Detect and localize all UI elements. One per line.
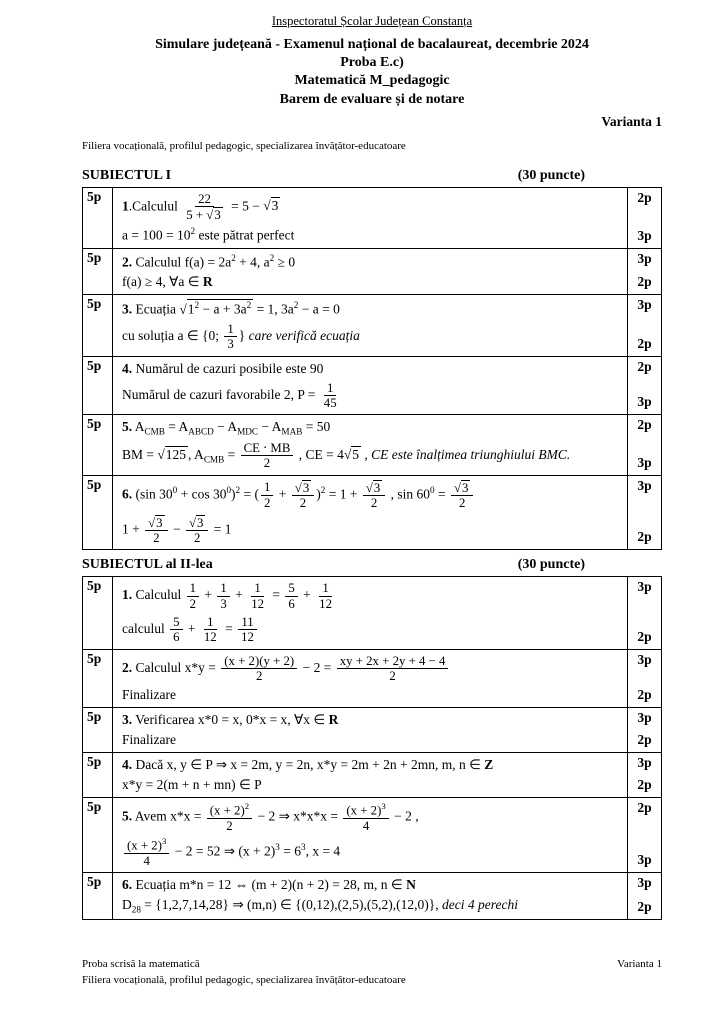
footer-variant: Varianta 1 [617, 958, 662, 971]
sqrt-radical: √3 [148, 515, 163, 530]
row-line-points [628, 873, 662, 920]
solution-line: BM = √125 , $A_{CMB}$ = $\frac{CE \cdot MB}{2}$ , CE = 4√5 , CE este înalțimea triunghiului BMC. [122, 441, 571, 471]
solution-line: 5. $A_{CMB} = A_{ABCD} - A_{MDC} - A_{MAB} = 50$ [122, 419, 331, 438]
line-points: 3p [637, 297, 652, 313]
solution-line: $\frac{(x + 2)^3}{4}$ − 2 = 52 ⇒ $(x + 2)^3 = 6^3$, x = 4 [122, 835, 621, 870]
row-total-points: 5p [83, 577, 113, 649]
line-points: 2p [637, 687, 652, 703]
line-points: 2p [637, 335, 652, 351]
row-total-points: 5p [83, 753, 113, 798]
section-2-heading [82, 557, 662, 573]
sqrt-radical: √5 [343, 447, 360, 463]
filiera-note: Filiera vocațională, profilul pedagogic, specializarea învățător-educatoare [82, 139, 406, 152]
barem-row [83, 188, 662, 249]
barem-row [83, 577, 662, 649]
barem-label: Barem de evaluare și de notare [279, 91, 465, 107]
line-points: 2p [637, 628, 652, 644]
barem-row [83, 357, 662, 416]
row-total-points: 5p [83, 357, 113, 416]
barem-row [83, 476, 662, 550]
solution-line: 5. Avem x*x = $\frac{(x + 2)^2}{2}$ − 2 ⇒ x*x*x = $\frac{(x + 2)^3}{4}$ − 2 , [122, 801, 419, 834]
solution-line: $D_{28} = \{1,2,7,14,28\}$ ⇒ (m,n) ∈ {(0,12),(2,5),(5,2),(12,0)}, deci 4 perechi [122, 897, 518, 916]
sqrt-radical: √3 [263, 198, 279, 214]
row-total-points: 5p [83, 873, 113, 920]
line-points: 3p [637, 394, 652, 410]
sqrt-radical: √3 [454, 480, 469, 495]
section-2-title: SUBIECTUL al II-lea [82, 557, 213, 573]
exam-title: Simulare județeană - Examenul național de bacalaureat, decembrie 2024 [155, 37, 589, 52]
solution-line: cu soluția a ∈ {0; $\frac{1}{3}$ } care verifică ecuația [122, 321, 360, 352]
footer-proba: Proba scrisă la matematică [82, 958, 200, 971]
line-points: 3p [637, 454, 652, 470]
line-points: 2p [637, 189, 652, 205]
proba-label: Proba E.c) [340, 55, 404, 71]
line-points: 3p [637, 250, 652, 266]
solution-line: 3. Ecuația $√1^2 - a + 3a^2 = 1$, $3a^2 - a = 0$ [122, 300, 340, 317]
barem-row [83, 249, 662, 296]
sqrt-radical: √3 [188, 515, 204, 530]
document-header [82, 14, 662, 152]
line-points: 3p [637, 852, 652, 868]
row-line-points [628, 357, 662, 416]
row-total-points: 5p [83, 708, 113, 753]
barem-row [83, 753, 662, 798]
section-1-title: SUBIECTUL I [82, 167, 172, 183]
row-total-points: 5p [83, 415, 113, 475]
row-solution [113, 798, 628, 873]
section-1-points: (30 puncte) [517, 167, 585, 183]
row-total-points: 5p [83, 476, 113, 550]
line-points: 3p [637, 477, 652, 493]
row-solution [113, 753, 628, 798]
row-solution [113, 188, 628, 249]
solution-line: x*y = 2(m + n + mn) ∈ P [122, 777, 262, 793]
solution-line: 1. Calculul $\frac{1}{2}$ + $\frac{1}{3}$ + $\frac{1}{12}$ = $\frac{5}{6}$ + $\frac{1}{12}$ [122, 581, 332, 611]
row-solution [113, 476, 628, 550]
inspectorate-name: Inspectoratul Școlar Județean Constanța [271, 14, 473, 28]
line-points: 3p [637, 651, 652, 667]
row-solution [113, 357, 628, 416]
line-points: 2p [637, 529, 652, 545]
row-solution [113, 295, 628, 356]
line-points: 2p [637, 417, 652, 433]
line-points: 2p [637, 800, 652, 816]
variant-label: Varianta 1 [601, 113, 662, 129]
sqrt-radical: √3 [365, 480, 381, 495]
barem-row [83, 650, 662, 709]
row-line-points [628, 295, 662, 356]
row-solution [113, 873, 628, 920]
solution-line: 1.Calculul $\frac{22}{5 + √3}$ = 5 − √3 [122, 191, 279, 223]
solution-line: 3. Verificarea x*0 = x, 0*x = x, ∀x ∈ R [122, 712, 339, 728]
row-solution [113, 249, 628, 296]
section-1-heading [82, 168, 662, 184]
solution-line: 1 + $\frac{√3}{2}$ − $\frac{√3}{2}$ = 1 [122, 515, 232, 545]
row-line-points [628, 650, 662, 709]
row-solution [113, 708, 628, 753]
line-points: 3p [637, 579, 652, 595]
row-solution [113, 415, 628, 475]
row-line-points [628, 577, 662, 649]
subject-label: Matematică M_pedagogic [294, 73, 450, 89]
sqrt-radical: √3 [206, 208, 221, 223]
solution-line: 4. Numărul de cazuri posibile este 90 [122, 360, 324, 376]
row-total-points: 5p [83, 188, 113, 249]
solution-line: 2. Calculul x*y = $\frac{(x + 2)(y + 2)}{2}$ − 2 = $\frac{xy + 2x + 2y + 4 - 4}{2}$ [122, 652, 621, 686]
line-points: 2p [637, 358, 652, 374]
sqrt-radical: √125 [157, 447, 187, 463]
row-line-points [628, 708, 662, 753]
sqrt-radical: $√1^2 - a + 3a^2$ [179, 300, 252, 317]
document-footer [82, 957, 662, 988]
solution-line: 2. Calculul $f(a) = 2a^2 + 4$, $a^2 \ge 0$ [122, 252, 296, 270]
row-line-points [628, 753, 662, 798]
solution-line: Finalizare [122, 732, 176, 748]
barem-row [83, 873, 662, 920]
row-solution [113, 577, 628, 649]
row-total-points: 5p [83, 295, 113, 356]
line-points: 2p [637, 274, 652, 290]
row-line-points [628, 415, 662, 475]
row-line-points [628, 188, 662, 249]
footer-filiera: Filiera vocațională, profilul pedagogic, specializarea învățător-educatoare [82, 973, 406, 986]
solution-line: $a = 100 = 10^2$ este pătrat perfect [122, 226, 295, 243]
line-points: 2p [637, 777, 652, 793]
barem-row [83, 295, 662, 356]
row-line-points [628, 249, 662, 296]
barem-row [83, 708, 662, 753]
line-points: 3p [637, 755, 652, 771]
line-points: 2p [637, 899, 652, 915]
solution-line: 4. Dacă x, y ∈ P ⇒ x = 2m, y = 2n, x*y = 2m + 2n + 2mn, m, n ∈ Z [122, 757, 494, 773]
solution-line: 6. (sin $30^0 + \cos 30^0)^2$ = ( $\frac{1}{2}$ + $\frac{√3}{2}$ )$^2$ = 1 + $\frac{√3}{2}$ , $\sin 60^0$ = $\frac{√3}{2}$ [122, 478, 621, 513]
line-points: 3p [637, 875, 652, 891]
row-line-points [628, 476, 662, 550]
row-total-points: 5p [83, 650, 113, 709]
row-solution [113, 650, 628, 709]
line-points: 3p [637, 227, 652, 243]
solution-line: f(a) ≥ 4, ∀a ∈ R [122, 274, 213, 290]
line-points: 2p [637, 732, 652, 748]
section-2-table [82, 576, 662, 920]
row-total-points: 5p [83, 249, 113, 296]
barem-row [83, 798, 662, 873]
solution-line: calculul $\frac{5}{6}$ + $\frac{1}{12}$ = $\frac{11}{12}$ [122, 613, 621, 647]
barem-row [83, 415, 662, 475]
solution-line: 6. Ecuația m*n = 12 ⇔ (m + 2)(n + 2) = 28, m, n ∈ N [122, 877, 416, 893]
row-line-points [628, 798, 662, 873]
line-points: 3p [637, 710, 652, 726]
row-total-points: 5p [83, 798, 113, 873]
section-1-table [82, 187, 662, 551]
section-2-points: (30 puncte) [517, 557, 585, 573]
sqrt-radical: √3 [294, 480, 310, 495]
solution-line: Numărul de cazuri favorabile 2, P = $\frac{1}{45}$ [122, 380, 337, 411]
solution-line: Finalizare [122, 687, 176, 703]
